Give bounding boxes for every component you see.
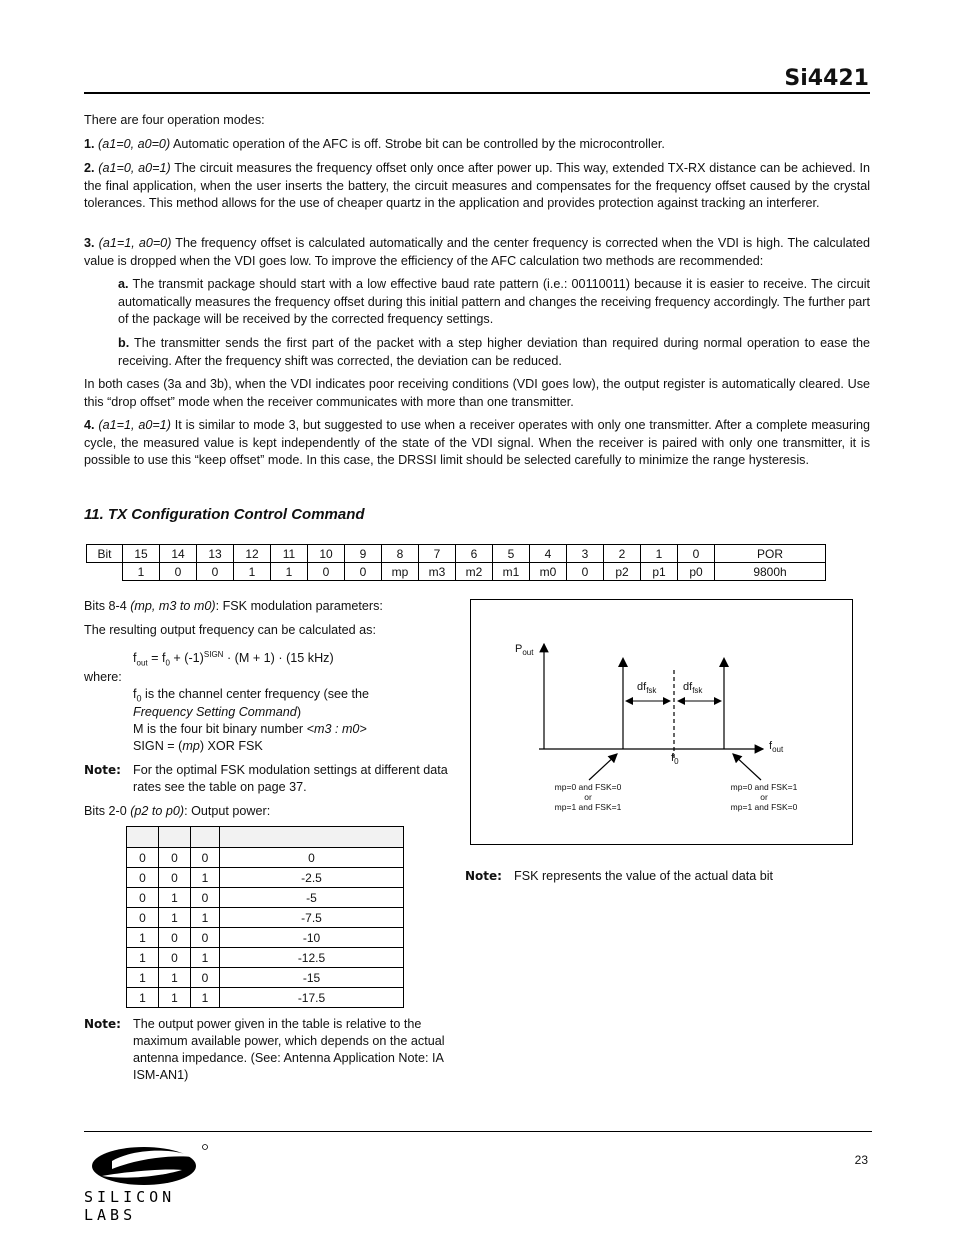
mode-3-text: The frequency offset is calculated automatically and the center frequency is corrected when the VDI is high. The calculated value is dropped when the VDI goes low. To improve the efficiency of the AFC calculation two methods are recommended: [84, 236, 870, 268]
right-condition-2: mp=1 and FSK=0 [730, 802, 798, 812]
mode-3b [118, 335, 870, 370]
silicon-labs-logo [84, 1142, 214, 1224]
p0-cell: 0 [191, 968, 220, 988]
value-cell: p2 [604, 563, 641, 581]
mode-2-text: The circuit measures the frequency offset only once after power up. This way, extended TX-RX distance can be achieved. In the final application, when the user inserts the battery, the circuit measures and compensates for the frequency offset caused by the crystal tolerances. This method allows for the use of cheaper quartz in the application and provides protection against tracking an interferer. [84, 161, 870, 210]
p0-cell: 0 [191, 928, 220, 948]
mode-4-text: It is similar to mode 3, but suggested to use when a receiver operates with only one transmitter. After a complete measuring cycle, the measured value is kept independently of the state of the VDI signal. When the receiver is paired with only one transmitter, it is possible to use this “keep offset” mode. In this case, the DRSSI limit should be selected carefully to minimize the range hysteresis. [84, 418, 871, 467]
right-note-text: FSK represents the value of the actual data bit [514, 869, 774, 883]
value-cell: 1 [271, 563, 308, 581]
formula-sign-sup: SIGN [203, 650, 224, 659]
table-row [127, 968, 404, 988]
where-f0-ref [133, 704, 301, 721]
bit-cell: 4 [530, 545, 567, 563]
table-row [127, 868, 404, 888]
bit-cell: 6 [456, 545, 493, 563]
df-left-df: df [637, 681, 647, 693]
mode-3b-number: b. [118, 336, 130, 350]
right-condition-label [719, 782, 809, 812]
empty-cell [87, 563, 123, 581]
page-number: 23 [854, 1153, 868, 1167]
formula-rest-1: + (-1) [169, 651, 204, 666]
where-sign [133, 738, 263, 755]
power-header-row [127, 827, 404, 848]
p0-cell: 0 [191, 888, 220, 908]
mode-3b-text: The transmitter sends the first part of the packet with a step higher deviation than required during normal operation to ease the receiving. After the frequency shift was corrected, the deviation can be reduced. [118, 336, 870, 368]
power-cell: -7.5 [220, 908, 404, 928]
bits-2-0-line [84, 803, 270, 820]
mode-4-number: 4. [84, 418, 95, 432]
left-condition-1: mp=0 and FSK=0 [554, 782, 622, 792]
mode-3-number: 3. [84, 236, 95, 250]
value-cell: p0 [678, 563, 715, 581]
note-1-label: Note: [84, 763, 121, 777]
both-cases-text: In both cases (3a and 3b), when the VDI indicates poor receiving conditions (VDI goes low), the output register is automatically cleared. Use this “drop offset” mode when the receiver communicates with more than one transmitter. [84, 377, 870, 409]
document-title: Si4421 [784, 66, 869, 91]
df-right-sub: fsk [692, 686, 703, 696]
bit-cell: 15 [123, 545, 160, 563]
value-cell: 0 [197, 563, 234, 581]
value-cell: m2 [456, 563, 493, 581]
por-label: POR [715, 545, 826, 563]
formula-mid: = f [147, 651, 166, 666]
value-cell: 0 [308, 563, 345, 581]
power-cell: -5 [220, 888, 404, 908]
table-row [127, 988, 404, 1008]
left-pointer-arrow [589, 754, 617, 780]
right-note-label: Note: [465, 869, 502, 883]
mode-2-code: (a1=0, a0=1) [98, 161, 171, 175]
table-row [127, 888, 404, 908]
f0-label [671, 752, 679, 766]
p2-cell: 1 [127, 968, 159, 988]
note-2-label: Note: [84, 1017, 121, 1031]
bits-8-4-prefix: Bits 8-4 [84, 599, 131, 613]
p1-cell: 1 [159, 908, 191, 928]
p1-cell: 1 [159, 968, 191, 988]
header-rule [84, 92, 870, 94]
fout-f: f [769, 740, 773, 752]
pout-p: P [515, 643, 523, 655]
bit-cell: 10 [308, 545, 345, 563]
table-row [127, 908, 404, 928]
p1-cell: 1 [159, 988, 191, 1008]
bit-cell: 12 [234, 545, 271, 563]
value-cell: m3 [419, 563, 456, 581]
value-row [87, 563, 826, 581]
power-table [126, 826, 404, 1008]
header-cell [127, 827, 159, 848]
table-row [127, 928, 404, 948]
value-cell: 0 [567, 563, 604, 581]
bit-cell: 14 [160, 545, 197, 563]
bit-cell: 7 [419, 545, 456, 563]
p1-cell: 0 [159, 948, 191, 968]
right-condition-or: or [760, 792, 768, 802]
f0-sub: 0 [674, 757, 679, 767]
bit-table [86, 544, 826, 581]
p2-cell: 0 [127, 868, 159, 888]
mode-4-code: (a1=1, a0=1) [98, 418, 171, 432]
fout-sub: out [772, 745, 784, 755]
table-row [127, 948, 404, 968]
power-cell: -15 [220, 968, 404, 988]
formula-f: f [133, 651, 137, 666]
left-condition-2: mp=1 and FSK=1 [554, 802, 622, 812]
note-1-text: For the optimal FSK modulation settings at different data rates see the table on page 37. [133, 763, 448, 794]
left-carrier-arrowhead [618, 657, 628, 667]
p2-cell: 1 [127, 948, 159, 968]
bit-cell: 5 [493, 545, 530, 563]
mode-3-code: (a1=1, a0=0) [98, 236, 172, 250]
freq-setting-ref: Frequency Setting Command [133, 705, 297, 719]
mode-3 [84, 235, 870, 270]
p0-cell: 1 [191, 988, 220, 1008]
f0-f: f [671, 752, 675, 764]
mode-1-code: (a1=0, a0=0) [98, 137, 171, 151]
power-cell: -12.5 [220, 948, 404, 968]
header-cell [191, 827, 220, 848]
pout-sub: out [522, 648, 534, 658]
where-close-paren: ) [296, 705, 302, 719]
df-left-label [637, 681, 656, 695]
formula-zero-sub: 0 [165, 658, 170, 668]
bit-cell: 2 [604, 545, 641, 563]
p1-cell: 0 [159, 928, 191, 948]
bits-2-0-prefix: Bits 2-0 [84, 804, 131, 818]
header-cell [159, 827, 191, 848]
p2-cell: 0 [127, 908, 159, 928]
where-m-range: <m3 : m0> [306, 722, 367, 736]
formula [133, 646, 334, 672]
bit-row [87, 545, 826, 563]
formula-out-sub: out [136, 658, 148, 668]
value-cell: 0 [345, 563, 382, 581]
value-cell: m0 [530, 563, 567, 581]
where-f-text: is the channel center frequency (see the [141, 687, 370, 701]
p2-cell: 1 [127, 988, 159, 1008]
bits-8-4-range: (mp, m3 to m0) [130, 599, 216, 613]
right-carrier-arrowhead [719, 657, 729, 667]
p2-cell: 1 [127, 928, 159, 948]
p0-cell: 1 [191, 948, 220, 968]
value-cell: 1 [234, 563, 271, 581]
por-value: 9800h [715, 563, 826, 581]
mode-3a-text: The transmit package should start with a low effective baud rate pattern (i.e.: 00110011) because it is easier to receive. The circuit automatically measures the frequency offset during this initial pattern and changes the receiving frequency accordingly. The further part of the package will be received by the corrected frequency settings. [118, 277, 870, 326]
p1-cell: 0 [159, 868, 191, 888]
mode-3a-number: a. [118, 277, 129, 291]
intro-text: There are four operation modes: [84, 113, 265, 127]
formula-rest-2: · (M + 1) · (15 kHz) [223, 651, 334, 666]
mode-3a [118, 276, 870, 329]
bit-cell: 8 [382, 545, 419, 563]
df-right-label [683, 681, 702, 695]
right-condition-1: mp=0 and FSK=1 [730, 782, 798, 792]
where-m [133, 721, 367, 738]
where-m-text: M is the four bit binary number [133, 722, 307, 736]
left-condition-or: or [584, 792, 592, 802]
power-cell: -17.5 [220, 988, 404, 1008]
where-f: f [133, 687, 137, 701]
header-cell [220, 827, 404, 848]
bits-2-0-desc: : Output power: [184, 804, 271, 818]
df-left-sub: fsk [646, 686, 657, 696]
where-sign-c: ) XOR FSK [199, 739, 263, 753]
bit-cell: 9 [345, 545, 382, 563]
bit-cell: 11 [271, 545, 308, 563]
mode-1-number: 1. [84, 137, 95, 151]
bit-cell: 0 [678, 545, 715, 563]
right-pointer-arrow [733, 754, 761, 780]
p2-cell: 0 [127, 888, 159, 908]
where-f-sub: 0 [136, 693, 142, 704]
fsk-spectrum-figure [470, 599, 853, 845]
p1-cell: 0 [159, 848, 191, 868]
footer-rule [84, 1131, 872, 1132]
df-right-df: df [683, 681, 693, 693]
logo-wordmark: SILICON LABS [84, 1188, 176, 1224]
bit-label: Bit [87, 545, 123, 563]
value-cell: m1 [493, 563, 530, 581]
mode-2-number: 2. [84, 161, 95, 175]
p1-cell: 1 [159, 888, 191, 908]
bit-cell: 3 [567, 545, 604, 563]
bit-cell: 1 [641, 545, 678, 563]
bits-8-4-desc: : FSK modulation parameters: [215, 599, 383, 613]
where-label: where: [84, 670, 122, 684]
p0-cell: 0 [191, 848, 220, 868]
note-2-text: The output power given in the table is relative to the maximum available power, which depends on the actual antenna impedance. (See: Antenna Application Note: IA ISM-AN1) [133, 1017, 445, 1082]
left-condition-label [543, 782, 633, 812]
mode-1-text: Automatic operation of the AFC is off. Strobe bit can be controlled by the microcontroller. [170, 137, 665, 151]
power-cell: -2.5 [220, 868, 404, 888]
p0-cell: 1 [191, 868, 220, 888]
value-cell: p1 [641, 563, 678, 581]
value-cell: mp [382, 563, 419, 581]
bit-cell: 13 [197, 545, 234, 563]
fout-label [769, 740, 783, 754]
logo-mark-icon [84, 1142, 214, 1188]
resulting-line: The resulting output frequency can be calculated as: [84, 623, 376, 637]
p0-cell: 1 [191, 908, 220, 928]
bits-2-0-range: (p2 to p0) [130, 804, 185, 818]
mode-2 [84, 160, 870, 213]
bits-8-4-line [84, 598, 383, 615]
value-cell: 0 [160, 563, 197, 581]
table-row [127, 848, 404, 868]
power-cell: -10 [220, 928, 404, 948]
value-cell: 1 [123, 563, 160, 581]
pout-label [515, 643, 533, 657]
where-sign-mp: mp [182, 739, 200, 753]
power-cell: 0 [220, 848, 404, 868]
mode-4 [84, 417, 870, 470]
p2-cell: 0 [127, 848, 159, 868]
mode-1 [84, 136, 870, 154]
where-sign-a: SIGN = ( [133, 739, 183, 753]
section-title: 11. TX Configuration Control Command [84, 506, 365, 523]
